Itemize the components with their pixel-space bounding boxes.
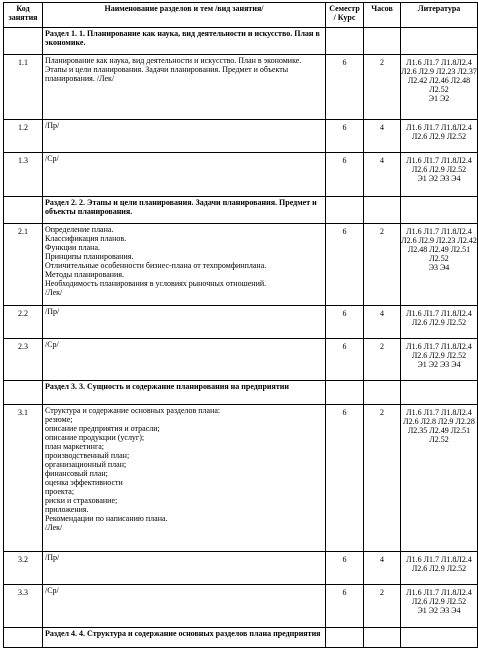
row-name: /Пр/ [43, 120, 326, 153]
row-semester: 6 [326, 339, 364, 381]
row-semester: 6 [326, 224, 364, 306]
section-hours-cell [364, 197, 401, 224]
row-hours: 2 [364, 55, 401, 120]
section-literature-cell [401, 197, 478, 224]
section-row [4, 381, 478, 405]
row-hours: 4 [364, 120, 401, 153]
header-semester: Семестр / Курс [326, 3, 364, 28]
table-row [4, 153, 478, 197]
table-row [4, 120, 478, 153]
row-literature: Л1.6 Л1.7 Л1.8Л2.4 Л2.6 Л2.9 Л2.52 [401, 120, 478, 153]
section-literature-cell [401, 28, 478, 55]
section-hours-cell [364, 381, 401, 405]
section-semester-cell [326, 28, 364, 55]
row-literature: Л1.6 Л1.7 Л1.8Л2.4 Л2.6 Л2.9 Л2.52 [401, 552, 478, 585]
section-hours-cell [364, 28, 401, 55]
row-literature: Л1.6 Л1.7 Л1.8Л2.4 Л2.6 Л2.8 Л2.9 Л2.28 Л2.35 Л2.49 Л2.51 Л2.52 [401, 405, 478, 552]
row-name: /Пр/ [43, 552, 326, 585]
table-row [4, 585, 478, 628]
row-hours: 2 [364, 585, 401, 628]
row-hours: 4 [364, 153, 401, 197]
row-semester: 6 [326, 306, 364, 339]
row-code: 2.3 [4, 339, 43, 381]
section-title: Раздел 2. 2. Этапы и цели планирования. Задачи планирования. Предмет и объекты планирования. [43, 197, 326, 224]
header-literature: Литература [401, 3, 478, 28]
section-row [4, 628, 478, 648]
section-semester-cell [326, 197, 364, 224]
row-code: 1.2 [4, 120, 43, 153]
row-literature: Л1.6 Л1.7 Л1.8Л2.4 Л2.6 Л2.9 Л2.52 Э1 Э2 Э3 Э4 [401, 585, 478, 628]
row-hours: 4 [364, 306, 401, 339]
row-name: Планирование как наука, вид деятельности и искусство. План в экономике. Этапы и цели планирования. Задачи планирования. Предмет и объекты планирования. /Лек/ [43, 55, 326, 120]
row-name: /Пр/ [43, 306, 326, 339]
row-name: /Ср/ [43, 585, 326, 628]
section-row [4, 197, 478, 224]
row-hours: 2 [364, 224, 401, 306]
row-hours: 2 [364, 339, 401, 381]
section-semester-cell [326, 628, 364, 648]
table-body [4, 28, 478, 648]
section-literature-cell [401, 628, 478, 648]
table-row [4, 552, 478, 585]
header-hours: Часов [364, 3, 401, 28]
row-code: 2.1 [4, 224, 43, 306]
row-name: Определение плана. Классификация планов. Функции плана. Принципы планирования. Отличительные особенности бизнес-плана от техпромфинплана. Методы планирования. Необходимость планирования в условиях рыночных отношений. /Лек/ [43, 224, 326, 306]
row-literature: Л1.6 Л1.7 Л1.8Л2.4 Л2.6 Л2.9 Л2.52 Э1 Э2 Э3 Э4 [401, 339, 478, 381]
row-code: 1.1 [4, 55, 43, 120]
row-semester: 6 [326, 405, 364, 552]
table-row [4, 55, 478, 120]
row-literature: Л1.6 Л1.7 Л1.8Л2.4 Л2.6 Л2.9 Л2.23 Л2.42 Л2.48 Л2.49 Л2.51 Л2.52 Э3 Э4 [401, 224, 478, 306]
row-semester: 6 [326, 55, 364, 120]
section-title: Раздел 4. 4. Структура и содержание основных разделов плана предприятия [43, 628, 326, 648]
table-row [4, 405, 478, 552]
row-semester: 6 [326, 120, 364, 153]
header-row [4, 3, 478, 28]
header-code: Код занятия [4, 3, 43, 28]
row-code: 2.2 [4, 306, 43, 339]
table-row [4, 306, 478, 339]
row-name: /Ср/ [43, 339, 326, 381]
row-literature: Л1.6 Л1.7 Л1.8Л2.4 Л2.6 Л2.9 Л2.23 Л2.37 Л2.42 Л2.46 Л2.48 Л2.52 Э1 Э2 [401, 55, 478, 120]
row-semester: 6 [326, 585, 364, 628]
row-code: 1.3 [4, 153, 43, 197]
section-hours-cell [364, 628, 401, 648]
table-row [4, 224, 478, 306]
row-code: 3.2 [4, 552, 43, 585]
section-code-cell [4, 197, 43, 224]
row-semester: 6 [326, 552, 364, 585]
row-name: /Ср/ [43, 153, 326, 197]
curriculum-table [3, 2, 478, 648]
section-title: Раздел 3. 3. Сущность и содержание планирования на предприятии [43, 381, 326, 405]
row-hours: 2 [364, 405, 401, 552]
section-title: Раздел 1. 1. Планирование как наука, вид деятельности и искусство. План в экономике. [43, 28, 326, 55]
row-name: Структура и содержание основных разделов плана: резюме; описание предприятия и отрасли; описание продукции (услуг); план маркетинга; производственный план; организационный план; финансовый план; оценка эффективности проекта; риски и страхование; приложения. Рекомендации по написанию плана. /Лек/ [43, 405, 326, 552]
row-code: 3.3 [4, 585, 43, 628]
section-literature-cell [401, 381, 478, 405]
section-semester-cell [326, 381, 364, 405]
section-row [4, 28, 478, 55]
row-literature: Л1.6 Л1.7 Л1.8Л2.4 Л2.6 Л2.9 Л2.52 [401, 306, 478, 339]
section-code-cell [4, 628, 43, 648]
section-code-cell [4, 28, 43, 55]
section-code-cell [4, 381, 43, 405]
row-hours: 4 [364, 552, 401, 585]
table-row [4, 339, 478, 381]
row-code: 3.1 [4, 405, 43, 552]
row-literature: Л1.6 Л1.7 Л1.8Л2.4 Л2.6 Л2.9 Л2.52 Э1 Э2 Э3 Э4 [401, 153, 478, 197]
header-name: Наименование разделов и тем /вид занятия/ [43, 3, 326, 28]
row-semester: 6 [326, 153, 364, 197]
